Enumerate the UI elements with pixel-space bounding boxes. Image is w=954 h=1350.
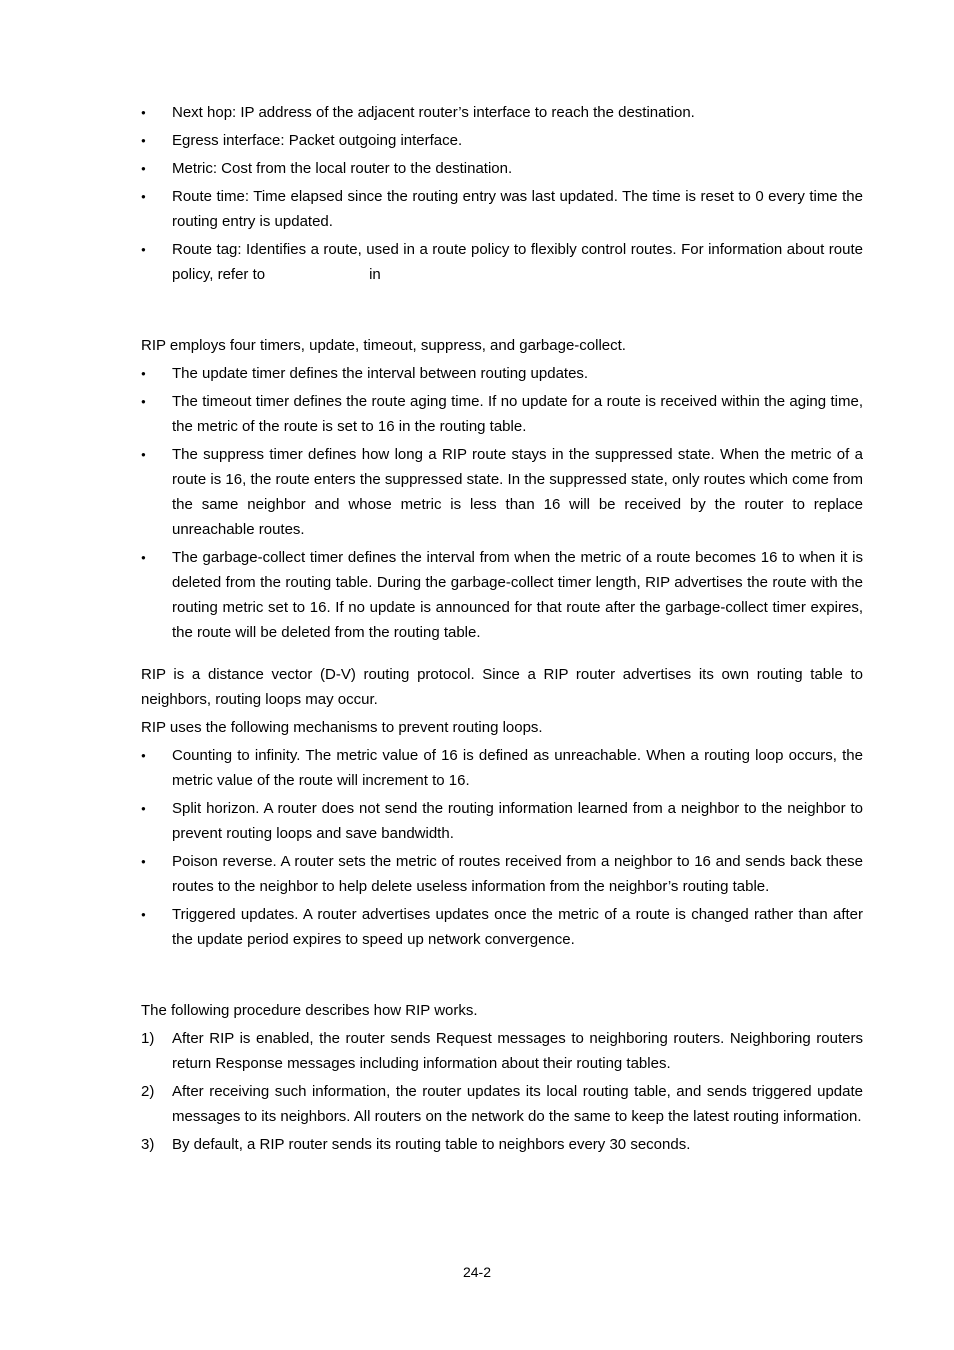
step-item (141, 1132, 863, 1157)
step-number: 3) (141, 1136, 155, 1153)
list-item: ● Triggered updates. A router advertises updates once the metric of a route is changed rather than after the update period expires to speed up network convergence. (141, 902, 863, 952)
section-gap (141, 290, 863, 333)
step-item (141, 1026, 863, 1076)
route-tag-text: Route tag: Identifies a route, used in a route policy to flexibly control routes. For information about route policy, refer to (172, 241, 863, 283)
loops-paragraph-2: RIP uses the following mechanisms to prevent routing loops. (141, 719, 543, 736)
loops-paragraph-1: RIP is a distance vector (D-V) routing protocol. Since a RIP router advertises its own routing table to neighbors, routing loops may occur. (141, 666, 863, 708)
list-item: ● Egress interface: Packet outgoing interface. (141, 128, 863, 153)
list-item: ● Next hop: IP address of the adjacent router’s interface to reach the destination. (141, 100, 863, 125)
step-text: After RIP is enabled, the router sends Request messages to neighboring routers. Neighboring routers return Response messages including information about their routing tables. (172, 1030, 863, 1072)
list-item-route-tag (141, 237, 863, 287)
route-tag-suffix: in (369, 266, 381, 283)
timers-list (141, 361, 863, 645)
procedure-steps (141, 1026, 863, 1157)
list-item: ● Counting to infinity. The metric value of 16 is defined as unreachable. When a routing loop occurs, the metric value of the route will increment to 16. (141, 743, 863, 793)
route-fields-list (141, 100, 863, 287)
section-gap (141, 955, 863, 998)
list-item: ● Poison reverse. A router sets the metric of routes received from a neighbor to 16 and sends back these routes to the neighbor to help delete useless information from the neighbor’s routing table. (141, 849, 863, 899)
section-gap (141, 648, 863, 662)
list-item: ● The update timer defines the interval between routing updates. (141, 361, 863, 386)
step-text: After receiving such information, the router updates its local routing table, and sends triggered update messages to its neighbors. All routers on the network do the same to keep the latest routing information. (172, 1083, 863, 1125)
timers-intro: RIP employs four timers, update, timeout, suppress, and garbage-collect. (141, 337, 626, 354)
step-item (141, 1079, 863, 1129)
list-item: ● The garbage-collect timer defines the interval from when the metric of a route becomes 16 to when it is deleted from the routing table. During the garbage-collect timer length, RIP advertises the route with the routing metric set to 16. If no update is announced for that route after the garbage-collect timer expires, the route will be deleted from the routing table. (141, 545, 863, 645)
list-item: ● Route time: Time elapsed since the routing entry was last updated. The time is reset to 0 every time the routing entry is updated. (141, 184, 863, 234)
step-text: By default, a RIP router sends its routing table to neighbors every 30 seconds. (172, 1136, 691, 1153)
step-number: 1) (141, 1030, 155, 1047)
loop-prevention-list (141, 743, 863, 952)
step-number: 2) (141, 1083, 155, 1100)
list-item: ● Split horizon. A router does not send the routing information learned from a neighbor to the neighbor to prevent routing loops and save bandwidth. (141, 796, 863, 846)
procedure-intro: The following procedure describes how RIP works. (141, 1002, 478, 1019)
list-item: ● Metric: Cost from the local router to the destination. (141, 156, 863, 181)
page-number: 24-2 (462, 1264, 492, 1280)
document-body (141, 100, 863, 1160)
list-item: ● The suppress timer defines how long a RIP route stays in the suppressed state. When the metric of a route is 16, the route enters the suppressed state. In the suppressed state, only routes which come from the same neighbor and whose metric is less than 16 will be received by the router to replace unreachable routes. (141, 442, 863, 542)
list-item: ● The timeout timer defines the route aging time. If no update for a route is received within the aging time, the metric of the route is set to 16 in the routing table. (141, 389, 863, 439)
